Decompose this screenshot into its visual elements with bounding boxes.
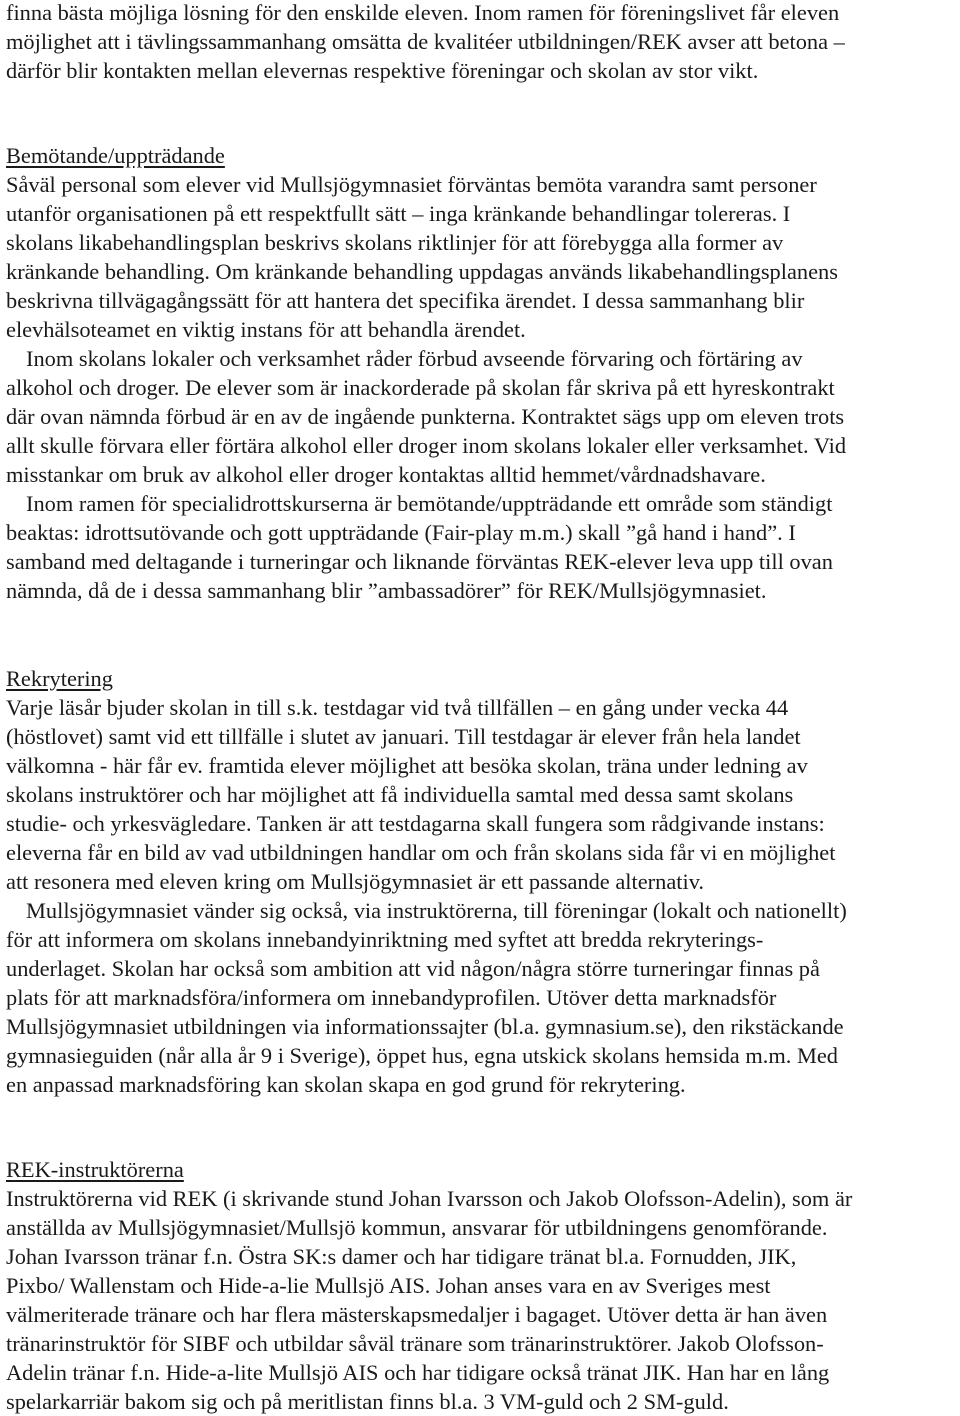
text-line: studie- och yrkesvägledare. Tanken är att testdagarna skall fungera som rådgivande instans: — [6, 811, 825, 836]
section-instructors — [6, 1155, 852, 1416]
text-line: Mullsjögymnasiet utbildningen via informationssajter (bl.a. gymnasium.se), den rikstäckande — [6, 1014, 844, 1039]
text-line: Varje läsår bjuder skolan in till s.k. testdagar vid två tillfällen – en gång under vecka 44 — [6, 695, 789, 720]
text-line: gymnasieguiden (når alla år 9 i Sverige), öppet hus, egna utskick skolans hemsida m.m. Med — [6, 1043, 838, 1068]
text-line: möjlighet att i tävlingssammanhang omsätta de kvalitéer utbildningen/REK avser att betona – — [6, 29, 845, 54]
text-line: en anpassad marknadsföring kan skolan skapa en god grund för rekrytering. — [6, 1072, 686, 1097]
text-line: elevhälsoteamet en viktig instans för att behandla ärendet. — [6, 317, 526, 342]
text-line: Såväl personal som elever vid Mullsjögymnasiet förväntas bemöta varandra samt personer — [6, 172, 817, 197]
text-line: välmeriterade tränare och har flera mästerskapsmedaljer i bagaget. Utöver detta är han även — [6, 1302, 828, 1327]
text-line: välkomna - här får ev. framtida elever möjlighet att besöka skolan, träna under ledning av — [6, 753, 808, 778]
text-line: Instruktörerna vid REK (i skrivande stund Johan Ivarsson och Jakob Olofsson-Adelin), som är — [6, 1186, 853, 1211]
text-line: skolans instruktörer och har möjlighet att få individuella samtal med dessa samt skolans — [6, 782, 794, 807]
text-line: allt skulle förvara eller förtära alkohol eller droger inom skolans lokaler eller verksamhet. Vid — [6, 433, 847, 458]
text-line: samband med deltagande i turneringar och liknande förväntas REK-elever leva upp till ovan — [6, 549, 833, 574]
text-line: utanför organisationen på ett respektfullt sätt – inga kränkande behandlingar tolereras. I — [6, 201, 791, 226]
text-line: kränkande behandling. Om kränkande behandling uppdagas används likabehandlingsplanens — [6, 259, 838, 284]
text-line: finna bästa möjliga lösning för den enskilde eleven. Inom ramen för föreningslivet får eleven — [6, 0, 840, 25]
text-line: beskrivna tillvägagångssätt för att hantera det specifika ärendet. I dessa sammanhang blir — [6, 288, 805, 313]
text-line: därför blir kontakten mellan elevernas respektive föreningar och skolan av stor vikt. — [6, 58, 759, 83]
intro-paragraph — [6, 0, 845, 85]
section-conduct — [6, 141, 846, 605]
text-line: eleverna får en bild av vad utbildningen handlar om och från skolans sida får vi en möjlighet — [6, 840, 836, 865]
section-heading: Rekrytering — [6, 666, 113, 691]
text-line: skolans likabehandlingsplan beskrivs skolans riktlinjer för att förebygga alla former av — [6, 230, 784, 255]
text-line: Adelin tränar f.n. Hide-a-lite Mullsjö AIS och har tidigare också tränat JIK. Han har en lång — [6, 1360, 830, 1385]
section-heading: REK-instruktörerna — [6, 1157, 184, 1182]
text-line: Mullsjögymnasiet vänder sig också, via instruktörerna, till föreningar (lokalt och nationellt) — [26, 898, 847, 923]
text-line: misstankar om bruk av alkohol eller droger kontaktas alltid hemmet/vårdnadshavare. — [6, 462, 766, 487]
text-line: tränarinstruktör för SIBF och utbildar såväl tränare som tränarinstruktörer. Jakob Olofsson- — [6, 1331, 824, 1356]
text-line: nämnda, då de i dessa sammanhang blir ”ambassadörer” för REK/Mullsjögymnasiet. — [6, 578, 767, 603]
text-line: anställda av Mullsjögymnasiet/Mullsjö kommun, ansvarar för utbildningens genomförande. — [6, 1215, 828, 1240]
text-line: Pixbo/ Wallenstam och Hide-a-lie Mullsjö AIS. Johan anses vara en av Sveriges mest — [6, 1273, 771, 1298]
text-line: Johan Ivarsson tränar f.n. Östra SK:s damer och har tidigare tränat bl.a. Fornudden, JIK, — [6, 1244, 797, 1269]
text-line: där ovan nämnda förbud är en av de ingående punkterna. Kontraktet sägs upp om eleven trots — [6, 404, 845, 429]
text-line: plats för att marknadsföra/informera om innebandyprofilen. Utöver detta marknadsför — [6, 985, 777, 1010]
text-line: alkohol och droger. De elever som är inackorderade på skolan får skriva på ett hyreskontrakt — [6, 375, 835, 400]
text-line: Inom skolans lokaler och verksamhet råder förbud avseende förvaring och förtäring av — [26, 346, 803, 371]
section-heading: Bemötande/uppträdande — [6, 143, 225, 168]
text-line: underlaget. Skolan har också som ambition att vid någon/några större turneringar finnas på — [6, 956, 820, 981]
text-line: spelarkarriär bakom sig och på meritlistan finns bl.a. 3 VM-guld och 2 SM-guld. — [6, 1389, 729, 1414]
text-line: (höstlovet) samt vid ett tillfälle i slutet av januari. Till testdagar är elever från hela landet — [6, 724, 801, 749]
text-line: Inom ramen för specialidrottskurserna är bemötande/uppträdande ett område som ständigt — [26, 491, 833, 516]
text-line: beaktas: idrottsutövande och gott uppträdande (Fair-play m.m.) skall ”gå hand i hand”. I — [6, 520, 796, 545]
text-line: att resonera med eleven kring om Mullsjögymnasiet är ett passande alternativ. — [6, 869, 705, 894]
text-line: för att informera om skolans innebandyinriktning med syftet att bredda rekryterings- — [6, 927, 764, 952]
section-recruitment — [6, 664, 847, 1099]
